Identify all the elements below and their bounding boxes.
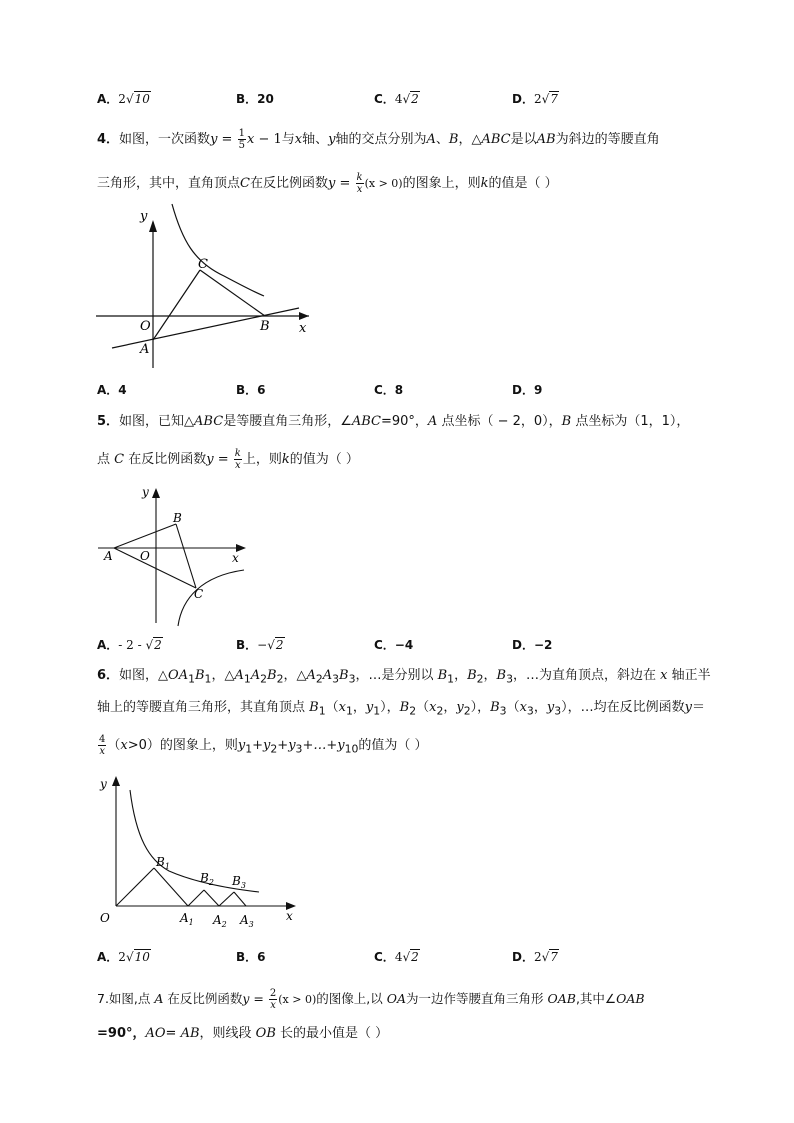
y-axis-arrow: [152, 488, 160, 498]
label-b: B: [173, 511, 182, 525]
q6-option-a[interactable]: A．2√10: [97, 950, 150, 964]
label-o: O: [100, 911, 110, 925]
q6-line-2: 轴上的等腰直角三角形，其直角顶点 $B_1(x_1$，$y_1$），$B_2(x_2$，$y_2$），$B_3(x_3$，$y_3$），…均在反比例函数y＝: [97, 700, 705, 718]
label-o: O: [140, 319, 151, 334]
label-x: x: [286, 909, 293, 923]
label-x: x: [299, 321, 307, 336]
q5-line-1: 5．如图，已知△ABC是等腰直角三角形，∠ABC=90°，A 点坐标（ − 2，0），B 点坐标为（1，1），: [97, 414, 690, 429]
label-b: B: [260, 319, 270, 334]
q4-figure: [94, 200, 334, 372]
q4-option-b[interactable]: B．6: [236, 383, 266, 397]
q5-option-c[interactable]: C．−4: [374, 638, 414, 652]
q7-line-2: =90°，AO= AB，则线段 OB 长的最小值是（ ）: [97, 1026, 389, 1041]
q4-line-2: 三角形，其中，直角顶点C在反比例函数y = $\frac{k}{x}$ (x > 0)的图象上，则k的值是（ ）: [97, 172, 558, 195]
q3-option-d[interactable]: D．2√7: [512, 92, 558, 106]
q3-option-b[interactable]: B．20: [236, 92, 274, 106]
segment-cb: [200, 270, 265, 316]
q6-option-d[interactable]: D．2√7: [512, 950, 558, 964]
label-y: y: [142, 485, 149, 499]
q6-option-c[interactable]: C．4√2: [374, 950, 419, 964]
q7-line-1: 7.如图,点 A 在反比例函数y = $\frac{2}{x}$ (x > 0)的图像上,以 OA为一边作等腰直角三角形 OAB,其中∠OAB: [97, 988, 645, 1011]
label-b2: $B_2$: [200, 871, 214, 887]
q3-option-c[interactable]: C．4√2: [374, 92, 419, 106]
q5-options: [97, 636, 697, 656]
q6-figure: [94, 768, 304, 934]
y-axis-arrow: [112, 776, 120, 786]
q4-options: [97, 381, 697, 401]
q6-option-b[interactable]: B．6: [236, 950, 266, 964]
q4-option-c[interactable]: C．8: [374, 383, 404, 397]
segment-ac: [153, 270, 200, 340]
x-axis-arrow: [299, 312, 309, 320]
label-b1: $B_1$: [156, 855, 170, 871]
q4-option-a[interactable]: A．4: [97, 383, 127, 397]
q6-line-3: $\frac{4}{x}$ （x>0）的图象上，则$y_1+y_2+y_3+\dots+y_{10}$的值为（ ）: [99, 734, 428, 757]
y-axis-arrow: [149, 220, 157, 232]
q5-option-a[interactable]: A．- 2 - √2: [97, 638, 162, 652]
q4-option-d[interactable]: D．9: [512, 383, 543, 397]
segment-ac: [114, 548, 196, 588]
q6-line-1: 6．如图，$\triangle OA_1B_1$，$\triangle A_1A_2B_2$，$\triangle A_2A_3B_3$，…是分别以 $B_1$，$B_2$，$B_3$，…为直角顶点，斜边在 x 轴正半: [97, 668, 711, 686]
label-a2: $A_2$: [213, 913, 227, 929]
q5-option-b[interactable]: B．−√2: [236, 638, 284, 652]
label-a3: $A_3$: [240, 913, 254, 929]
label-c: C: [198, 257, 208, 272]
label-x: x: [232, 551, 239, 565]
label-c: C: [194, 587, 204, 601]
q3-option-a[interactable]: A．2√10: [97, 92, 150, 106]
label-a1: $A_1$: [180, 911, 194, 927]
q3-options: [97, 90, 697, 110]
segment-bc: [176, 524, 196, 588]
label-a: A: [104, 549, 113, 563]
label-y: y: [100, 777, 107, 791]
segment-ab: [114, 524, 176, 548]
label-o: O: [140, 549, 150, 563]
q5-figure: [94, 478, 254, 628]
q6-options: [97, 948, 697, 968]
q5-option-d[interactable]: D．−2: [512, 638, 553, 652]
label-b3: $B_3$: [232, 874, 246, 890]
q4-line-1: 4．如图，一次函数y = $\frac{1}{5}$ x − 1与x轴、y轴的交点分别为A、B，△ABC是以AB为斜边的等腰直角: [97, 128, 660, 151]
label-y: y: [140, 209, 148, 224]
q5-line-2: 点 C 在反比例函数y = $\frac{k}{x}$ 上，则k的值为（ ）: [97, 448, 359, 471]
hyperbola-curve: [178, 570, 244, 626]
label-a: A: [140, 342, 150, 357]
